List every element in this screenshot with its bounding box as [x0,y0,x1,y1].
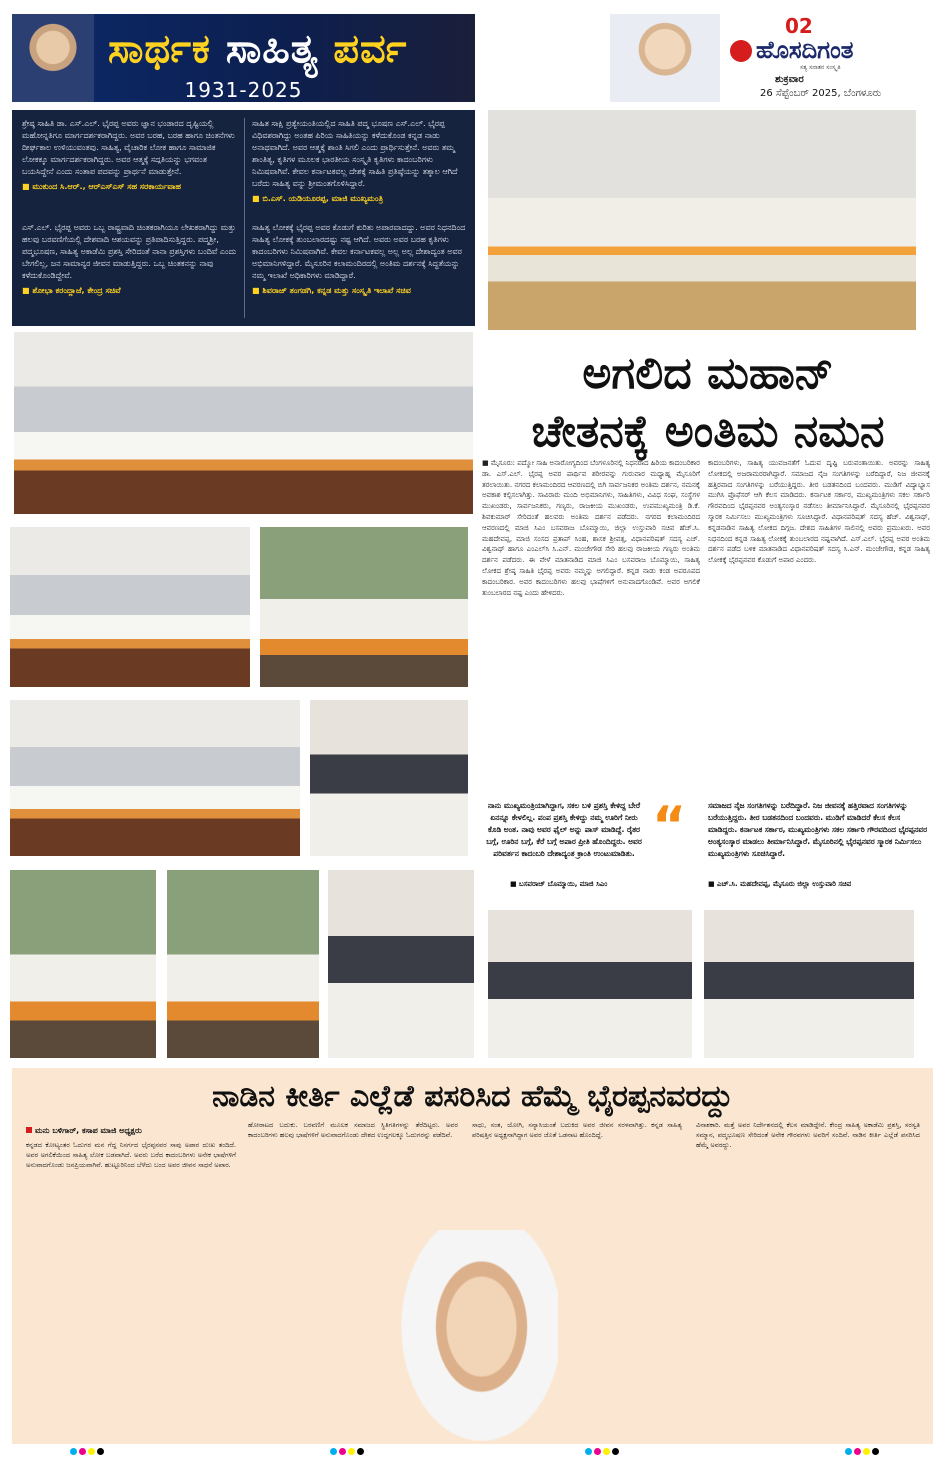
author-portrait-header [610,14,720,102]
banner-title-a: ಸಾರ್ಥಕ [108,26,211,72]
headline-line1: ಅಗಲಿದ ಮಹಾನ್ [582,348,834,399]
quote-mark-icon: “ [652,796,687,856]
banner-title-c: ಪರ್ವ [333,26,408,72]
photo-crowd-2 [702,908,916,1060]
print-registration-mark [70,1448,106,1458]
tribute-3 [22,222,238,318]
pullquote-2-author: ■ ಎಚ್.ಸಿ. ಮಹದೇವಪ್ಪ, ಮೈಸೂರು ಜಿಲ್ಲಾ ಉಸ್ತುವಾರಿ ಸಚಿವ [708,880,852,888]
masthead-brand [730,36,854,64]
byline-text: ಮನು ಬಳಿಗಾರ್, ಕಸಾಪ ಮಾಜಿ ಅಧ್ಯಕ್ಷರು [35,1126,142,1135]
pullquote-2 [708,800,930,876]
banner-title-b: ಸಾಹಿತ್ಯ [210,26,334,72]
print-registration-mark [845,1448,881,1458]
feature-column-4: ವಿನಾಶಕಾರಿ. ಮತ್ತೆ ಅವರ ನಿರ್ದೇಶನದಲ್ಲಿ ಕೆಲಸ ಮಾಡಿದ್ದೇನೆ. ಕೇಂದ್ರ ಸಾಹಿತ್ಯ ಅಕಾಡೆಮಿ ಪ್ರಶಸ್ತಿ, ಸರಸ್ವತಿ ಸಮ್ಮಾನ, ಪದ್ಮಭೂಷಣ ಸೇರಿದಂತೆ ಅನೇಕ ಗೌರವಗಳು ಅವರಿಗೆ ಸಂದಿವೆ. ನಾಡಿನ ಕೀರ್ತಿ ಎಲ್ಲೆಡೆ ಪಸರಿಸಿದ ಹೆಮ್ಮೆ ಅವರದ್ದು. [696,1121,920,1150]
feature-column-3: ಸಾಧು, ಸಂತ, ಯೋಗಿ, ಸನ್ಯಾಸಿಯಂತೆ ಬದುಕಿದ ಅವರ ಜೀವನ ಸರಳವಾಗಿತ್ತು. ಕನ್ನಡ ಸಾಹಿತ್ಯ ಪರಿಷತ್ತಿನ ಅಧ್ಯಕ್ಷನಾಗಿದ್ದಾಗ ಅವರ ಜೊತೆ ಒಡನಾಟ ಹೊಂದಿದ್ದೆ. [472,1121,682,1140]
article-column-2: ಕಾದಂಬರಿಗಳು, ಸಾಹಿತ್ಯ ಯುವಜನತೆಗೆ ಓದುವ ದೃಷ್ಟಿ ಬರುವಂತಾಯಿತು. ಅವರನ್ನು ಸಾಹಿತ್ಯ ಲೋಕದಲ್ಲಿ ಅಜರಾಮರರಾಗಿದ್ದಾರೆ. ಸಮಾಜದ ನೈಜ ಸಂಗತಿಗಳನ್ನು ಬರೆದಿದ್ದಾರೆ, ನಿಜ ಜೀವನಕ್ಕೆ ಹತ್ತಿರವಾದ ಸಂಗತಿಗಳನ್ನು ಬರೆಯುತ್ತಿದ್ದರು. ತೀರ ಬಡತನದಿಂದ ಬಂದವರು. ಮುಡಿಗೆ ವಿದ್ಯಾಭ್ಯಾಸ ಮುಗಿಸಿ ಪ್ರೊಫೆಸರ್ ಆಗಿ ಕೆಲಸ ಮಾಡಿದರು. ಕರ್ನಾಟಕ ಸರ್ಕಾರ, ಮುಖ್ಯಮಂತ್ರಿಗಳು ಸಕಲ ಸರ್ಕಾರಿ ಗೌರವದಿಂದ ಭೈರಪ್ಪನವರ ಅಂತ್ಯಸಂಸ್ಕಾರ ನಡೆಸಲು ತೀರ್ಮಾನಿಸಿದ್ದಾರೆ. ಮೈಸೂರಿನಲ್ಲಿ ಭೈರಪ್ಪನವರ ಸ್ಮಾರಕ ನಿರ್ಮಿಸಲು ಮುಖ್ಯಮಂತ್ರಿಗಳು ಸೂಚಿಸಿದ್ದಾರೆ. ವಿಧಾನಪರಿಷತ್ ಸದಸ್ಯ ಹೆಚ್. ವಿಶ್ವನಾಥ್, ಕನ್ನಡನಾಡಿನ ಸಾಹಿತ್ಯ ಲೋಕದ ದಿಗ್ಗಜ. ದೇಶದ ಸಾಹಿತಿಗಳ ಸಾಲಿನಲ್ಲಿ ಅವರು ಪ್ರಮುಖರು. ಅವರ ನಿಧನದಿಂದ ಕನ್ನಡ ಸಾಹಿತ್ಯ ಲೋಕಕ್ಕೆ ತುಂಬಲಾರದ ನಷ್ಟವಾಗಿದೆ. ಎಸ್.ಎಲ್. ಭೈರಪ್ಪ ಅವರ ಅಂತಿಮ ದರ್ಶನ ಪಡೆದ ಬಳಿಕ ಮಾತನಾಡಿದ ವಿಧಾನಪರಿಷತ್ ಸದಸ್ಯ ಸಿ.ಎನ್. ಮಂಜೇಗೌಡ, ಕನ್ನಡ ಸಾಹಿತ್ಯ ಲೋಕಕ್ಕೆ ಭೈರಪ್ಪನವರ ಕೊಡುಗೆ ಅಪಾರ ಎಂದರು. [708,459,930,565]
tribute-author: ■ ಮುಕುಂದ ಸಿ.ಆರ್., ಆರ್‌ಎಸ್‌ಎಸ್ ಸಹ ಸರಕಾರ್ಯವಾಹ [22,182,181,191]
main-headline [488,345,928,461]
tribute-text: ಸಾಹಿತ ಸಾಕ್ಷಿ ಪ್ರತ್ಯೇಯಂತಿಯಲ್ಲಿದ ಸಾಹಿತಿ ಪದ್ಮ ಭೂಷಣ ಎಸ್.ಎಲ್. ಭೈರಪ್ಪ ವಿಧಿವಶರಾಗಿದ್ದು ಅಂತಹ ಪಿರಿಯ ಸಾಹಿತಿಯನ್ನು ಕಳೆದುಕೊಂಡ ಕನ್ನಡ ನಾಡು ಅನಾಥವಾಗಿದೆ. ಅವರ ಆತ್ಮಕ್ಕೆ ಶಾಂತಿ ಸಿಗಲಿ ಎಂದು ಪ್ರಾರ್ಥಿಸುತ್ತೇನೆ. ಅವರು ತಮ್ಮ ಶಾಂತಿತ್ಯ, ಕೃತಿಗಳ ಮೂಲಕ ಭಾರತೀಯ ಸಂಸ್ಕೃತಿ ಕೃತಿಗಳು ಕಾದಂಬರಿಗಳು ನಿಮಿಷವಾಗಿವೆ. ಕೇವಲ ಕರ್ನಾಟಕವಲ್ಲ ದೇಶಕ್ಕೆ ಸಾಹಿತಿ ಪ್ರತಿಷ್ಠೆಯನ್ನು ತತ್ಕಾಲ ಆಗಿದೆ ಬರೆದು ಸಾಹಿತ್ಯ ವನ್ನು ಶ್ರೀಮಂತಗೊಳಿಸಿದ್ದಾರೆ. [252,119,458,188]
tribute-text: ಶ್ರೇಷ್ಠ ಸಾಹಿತಿ ಡಾ. ಎಸ್.ಎಲ್. ಭೈರಪ್ಪ ಅವರು ಜ್ಞಾನ ಭಂಡಾರದ ದೃಷ್ಟಿಯಲ್ಲಿ ಮಹೋನ್ನತಿಗೂ ಮಾರ್ಗದರ್ಶಕರಾಗಿದ್ದರು. ಅವರ ಬರಹ, ಬರಹ ಹಾಗೂ ಚಿಂತನೆಗಳು ದೀರ್ಘಕಾಲ ಉಳಿಯುವಂತವು. ಸಾಹಿತ್ಯ, ವೈಚಾರಿಕ ಲೋಕ ಹಾಗೂ ಸಾಮಾಜಿಕ ಲೋಕಕ್ಕೂ ಮಾರ್ಗದರ್ಶಕರಾಗಿದ್ದರು. ಅವರ ಆತ್ಮಕ್ಕೆ ಸದ್ಗತಿಯನ್ನು ಭಗವಂತ ಬಯಸಿದ್ದೇನೆ ಎಂದು ಸಂತಾಪ ಪದವನ್ನು ಪ್ರಾರ್ಥನೆ ಮಾಡುತ್ತೇನೆ. [22,119,235,176]
photo-hall-wreath [12,330,475,516]
issue-day: ಶುಕ್ರವಾರ [775,74,804,85]
photo-visitors [326,868,476,1060]
author-portrait-bottom [388,1230,558,1459]
column-divider [244,118,245,318]
banner-title [108,26,407,72]
photo-garland [258,525,470,689]
pullquote-1-author: ■ ಬಸವರಾಜ್ ಬೊಮ್ಮಾಯಿ, ಮಾಜಿ ಸಿಎಂ [510,880,608,888]
tribute-4 [252,222,466,318]
page-number: 02 [785,14,813,38]
tribute-text: ಎಸ್.ಎಲ್. ಭೈರಪ್ಪ ಅವರು ಒಬ್ಬ ರಾಷ್ಟ್ರವಾದಿ ಚಿಂತಕರಾಗಿಯೂ ಲೇಖಕರಾಗಿದ್ದು ಮತ್ತು ಹಲವು ಬರವಣಿಗೆಯಲ್ಲಿ ದೇಶವಾದಿ ಆಶಯವನ್ನು ಪ್ರತಿಪಾದಿಸುತ್ತಿದ್ದರು. ಪದ್ಮಶ್ರೀ, ಪದ್ಮಭೂಷಣ, ಸಾಹಿತ್ಯ ಅಕಾಡೆಮಿ ಪ್ರಶಸ್ತಿ ಸೇರಿದಂತೆ ನಾನಾ ಪ್ರಶಸ್ತಿಗಳು ಬಂದಿವೆ ಎಂದು ಬೇಗಲಿಲ್ಲ, ಜನ ಸಾಮಾನ್ಯರ ಜೀವನ ಮಾಡುತ್ತಿದ್ದರು. ಒಬ್ಬ ಚಿಂತಕನನ್ನು ನಾವು ಕಳೆದುಕೊಂಡಿದ್ದೇವೆ. [22,223,237,280]
header-banner [12,14,475,102]
print-registration-mark [330,1448,366,1458]
photo-mourners-2 [8,698,302,858]
tribute-2 [252,118,466,214]
photo-mourners-1 [8,525,252,689]
banner-years: 1931-2025 [184,78,303,102]
print-registration-mark [585,1448,621,1458]
tribute-text: ಸಾಹಿತ್ಯ ಲೋಕಕ್ಕೆ ಭೈರಪ್ಪ ಅವರ ಕೊಡುಗೆ ಕುರಿತು ಅಪಾರವಾದದ್ದು. ಅವರ ನಿಧನದಿಂದ ಸಾಹಿತ್ಯ ಲೋಕಕ್ಕೆ ತುಂಬಲಾರದಷ್ಟು ನಷ್ಟ ಆಗಿದೆ. ಅವರು ಅವರ ಬರಹ ಕೃತಿಗಳು ಕಾದಂಬರಿಗಳು ನಿಮಿಷವಾಗಿವೆ. ಕೇವಲ ಕರ್ನಾಟಕವಲ್ಲ ಅಲ್ಲ ಅಲ್ಲ ದೇಶಾದ್ಯಂತ ಅವರ ಅಭಿಮಾನಿಗಳಿದ್ದಾರೆ. ಮೈಸೂರಿನ ಕಲಾಮಂದಿರದಲ್ಲಿ ಅಂತಿಮ ದರ್ಶನಕ್ಕೆ ಸಿದ್ಧತೆಯನ್ನು ನಮ್ಮ ಇಲಾಖೆ ಅಧಿಕಾರಿಗಳು ಮಾಡಿದ್ದಾರೆ. [252,223,466,280]
tribute-author: ■ ಶಿವರಾಜ್ ತಂಗಡಗಿ, ಕನ್ನಡ ಮತ್ತು ಸಂಸ್ಕೃತಿ ಇಲಾಖೆ ಸಚಿವ [252,286,411,295]
photo-crowd-1 [486,908,694,1060]
brand-logo-icon [730,40,752,62]
feature-byline [26,1126,142,1136]
photo-final-rites [486,108,918,332]
tribute-author: ■ ಬಿ.ಎಸ್. ಯಡಿಯೂರಪ್ಪ, ಮಾಜಿ ಮುಖ್ಯಮಂತ್ರಿ [252,194,384,203]
article-column-1: ■ ಮೈಸೂರು: ಪದ್ಮೋ ಸಾಹಿ ಅನಾರೋಗ್ಯದಿಂದ ಬೆಂಗಳೂರಿನಲ್ಲಿ ನಿಧನರಾದ ಹಿರಿಯ ಕಾದಂಬರಿಕಾರ ಡಾ. ಎಸ್.ಎಲ್. ಭೈರಪ್ಪ ಅವರ ಪಾರ್ಥಿವ ಶರೀರವನ್ನು ಗುರುವಾರ ಮಧ್ಯಾಹ್ನ ಮೈಸೂರಿಗೆ ತರಲಾಯಿತು. ನಗರದ ಕಲಾಮಂದಿರದ ಆವರಣದಲ್ಲಿ ಬಿಗಿ ಸಾರ್ವಜನಿಕರ ಅಂತಿಮ ದರ್ಶನ, ನಮನಕ್ಕೆ ಅವಕಾಶ ಕಲ್ಪಿಸಲಾಗಿತ್ತು. ಸಾವಿರಾರು ಮಂದಿ ಅಭಿಮಾನಿಗಳು, ಸಾಹಿತಿಗಳು, ವಿವಿಧ ಸಂಘ, ಸಂಸ್ಥೆಗಳ ಮುಖಂಡರು, ಸಾರ್ವಜನಿಕರು, ಗಣ್ಯರು, ರಾಜಕೀಯ ಮುಖಂಡರು, ಉಪಮುಖ್ಯಮಂತ್ರಿ ಡಿ.ಕೆ. ಶಿವಕುಮಾರ್ ಸೇರಿದಂತೆ ಹಲವರು ಅಂತಿಮ ದರ್ಶನ ಪಡೆದರು. ನಗರದ ಕಲಾಮಂದಿರದ ಆವರಣದಲ್ಲಿ ಮಾಜಿ ಸಿಎಂ ಬಸವರಾಜ ಬೊಮ್ಮಾಯಿ, ಜಿಲ್ಲಾ ಉಸ್ತುವಾರಿ ಸಚಿವ ಹೆಚ್.ಸಿ. ಮಹದೇವಪ್ಪ, ಮಾಜಿ ಸಂಸದ ಪ್ರತಾಪ್ ಸಿಂಹ, ಶಾಸಕ ಶ್ರೀವತ್ಸ, ವಿಧಾನಪರಿಷತ್ ಸದಸ್ಯ ಎಚ್. ವಿಶ್ವನಾಥ್ ಹಾಗೂ ಎಂಎಲ್‌ಸಿ ಸಿ.ಎನ್. ಮಂಜೇಗೌಡ ಸೇರಿ ಹಲವು ರಾಜಕೀಯ ಗಣ್ಯರು ಅಂತಿಮ ದರ್ಶನ ಪಡೆದರು. ಈ ವೇಳೆ ಮಾತನಾಡಿದ ಮಾಜಿ ಸಿಎಂ ಬಸವರಾಜ ಬೊಮ್ಮಾಯಿ, ಸಾಹಿತ್ಯ ಲೋಕದ ಶ್ರೇಷ್ಠ ಸಾಹಿತಿ ಭೈರಪ್ಪ ಅವರು ನಮ್ಮನ್ನು ಅಗಲಿದ್ದಾರೆ. ಕನ್ನಡ ನಾಡು ಕಂಡ ಅಪರೂಪದ ಕಾದಂಬರಿಕಾರ. ಅವರ ಕಾದಂಬರಿಗಳು ಹಲವು ಭಾಷೆಗಳಿಗೆ ಅನುವಾದಗೊಂಡಿವೆ. ಅವರ ಅಗಲಿಕೆ ತುಂಬಲಾರದ ನಷ್ಟ ಎಂದು ಹೇಳಿದರು. [482,459,700,597]
photo-woman-flowers [165,868,321,1060]
issue-date: 26 ಸೆಪ್ಟೆಂಬರ್ 2025, ಬೆಂಗಳೂರು [760,88,882,99]
photo-leaders [8,868,158,1060]
photo-tribute-3 [308,698,470,858]
pullquote-text: ನಾನು ಮುಖ್ಯಮಂತ್ರಿಯಾಗಿದ್ದಾಗ, ಸಕಲ ಬಳಿ ಪ್ರಶಸ್ತಿ ಕೇಳಿದ್ದ ಬೇರೆ ಏನನ್ನೂ ಕೇಳಲಿಲ್ಲ. ಪಂಪ ಪ್ರಶಸ್ತಿ ಕೇಳಿದ್ದು ನಮ್ಮ ಊರಿಗೆ ನೀರು ಕೊಡಿ ಅಂತ. ನಾವು ಅವರ ಫೈಲ್ ಅನ್ನು ಪಾಸ್ ಮಾಡಿದ್ದೆ. ರೈತರ ಬಗ್ಗೆ, ಊರಿನ ಬಗ್ಗೆ, ಕೆರೆ ಬಗ್ಗೆ ಅಪಾರ ಪ್ರೀತಿ ಹೊಂದಿದ್ದರು. ಅವರ ಪರಿವರ್ತನ ಕಾದಂಬರಿ ದೇಶಾದ್ಯಂತ ಕ್ರಾಂತಿ ಉಂಟುಮಾಡಿತು. [486,801,642,858]
tribute-author: ■ ಶೋಭಾ ಕರಂದ್ಲಾಜೆ, ಕೇಂದ್ರ ಸಚಿವೆ [22,286,121,295]
pullquote-text: ಸಮಾಜದ ನೈಜ ಸಂಗತಿಗಳನ್ನು ಬರೆದಿದ್ದಾರೆ. ನಿಜ ಜೀವನಕ್ಕೆ ಹತ್ತಿರವಾದ ಸಂಗತಿಗಳನ್ನು ಬರೆಯುತ್ತಿದ್ದರು. ತೀರ ಬಡತನದಿಂದ ಬಂದವರು. ಮುಡಿಗೆ ಮಾಡಿದರೆ ಕೆಲಸ ಕೆಲಸ ಮಾಡಿದ್ದರು. ಕರ್ನಾಟಕ ಸರ್ಕಾರ, ಮುಖ್ಯಮಂತ್ರಿಗಳು ಸಕಲ ಸರ್ಕಾರಿ ಗೌರವದಿಂದ ಭೈರಪ್ಪನವರ ಅಂತ್ಯಸಂಸ್ಕಾರ ಮಾಡಲು ತೀರ್ಮಾನಿಸಿದ್ದಾರೆ. ಮೈಸೂರಿನಲ್ಲಿ ಭೈರಪ್ಪನವರ ಸ್ಮಾರಕ ನಿರ್ಮಿಸಲು ಮುಖ್ಯಮಂತ್ರಿಗಳು ಸೂಚಿಸಿದ್ದಾರೆ. [708,801,928,858]
brand-name: ಹೊಸದಿಗಂತ [756,36,854,64]
feature-headline: ನಾಡಿನ ಕೀರ್ತಿ ಎಲ್ಲೆಡೆ ಪಸರಿಸಿದ ಹೆಮ್ಮೆ ಭೈರಪ್ಪನವರದ್ದು [212,1079,733,1114]
feature-column-2: ಹೋರಾಟದ ಬದುಕು. ಬರವಣಿಗೆ ಮೂಲಕ ಸಮಾಜದ ಸ್ಥಿತಿಗತಿಗಳನ್ನು ತೆರೆದಿಟ್ಟರು. ಅವರ ಕಾದಂಬರಿಗಳು ಹಲವು ಭಾಷೆಗಳಿಗೆ ಅನುವಾದಗೊಂಡು ದೇಶದ ಉದ್ದಗಲಕ್ಕೂ ಓದುಗರನ್ನು ಪಡೆದಿವೆ. [248,1121,458,1140]
tribute-1 [22,118,238,214]
feature-column-1: ಕನ್ನಡದ ಕೋಟ್ಯಂತರ ಓದುಗರ ಮನ ಗೆದ್ದ ನಿಸರ್ಗದ ಭೈರಪ್ಪನವರ ಸಾವು ಅಪಾರ ದುಃಖ ತಂದಿದೆ. ಅವರ ಅಗಲಿಕೆಯಿಂದ ಸಾಹಿತ್ಯ ಲೋಕ ಬಡವಾಗಿದೆ. ಅವರು ಬರೆದ ಕಾದಂಬರಿಗಳು ಅನೇಕ ಭಾಷೆಗಳಿಗೆ ಅನುವಾದಗೊಂಡು ಜನಪ್ರಿಯವಾಗಿವೆ. ಹುಟ್ಟೂರಿನಿಂದ ಬೆಳೆದು ಬಂದ ಅವರ ಜೀವನ ಸಾಧನೆ ಅಪಾರ. [26,1141,236,1170]
brand-tagline: ಸತ್ಯ ಸನಾತನ ಸಂಸ್ಕೃತಿ [800,64,841,71]
tributes-box [12,110,475,326]
headline-line2: ಚೇತನಕ್ಕೆ ಅಂತಿಮ ನಮನ [531,406,885,457]
